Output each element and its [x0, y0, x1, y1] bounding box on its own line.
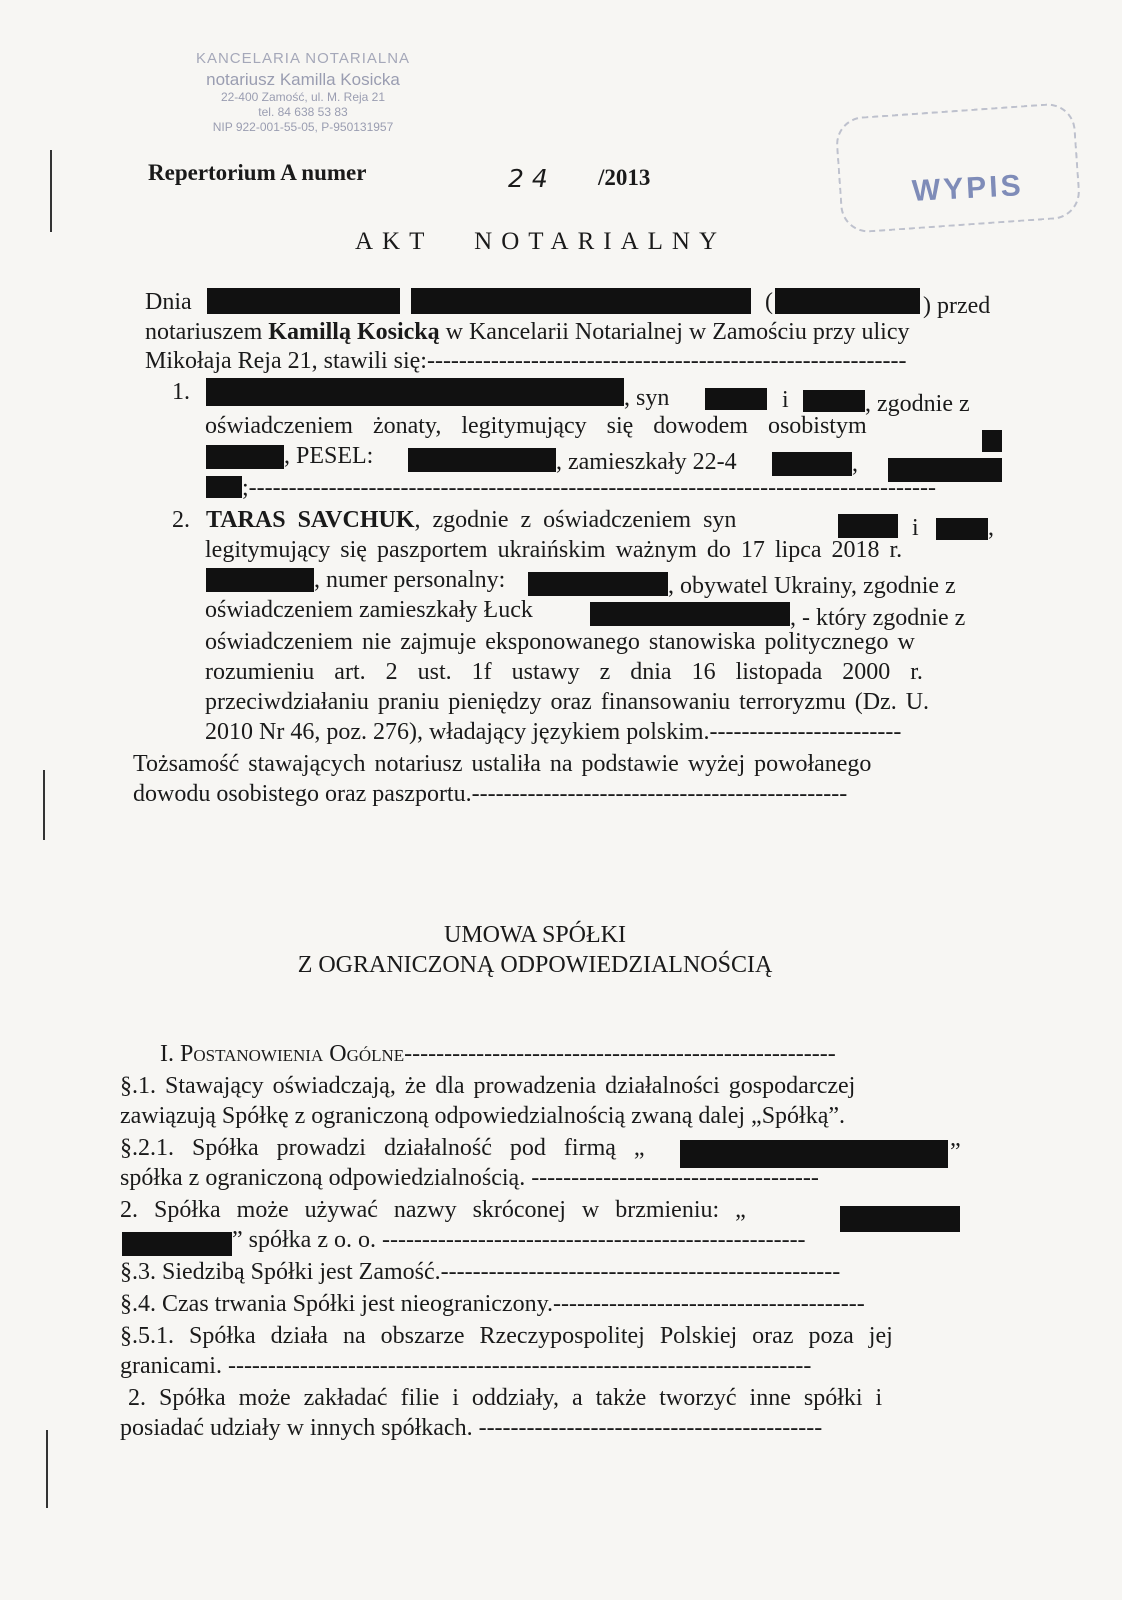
par-2-1-line-1: §.2.1. Spółka prowadzi działalność pod firmą „ [120, 1135, 645, 1161]
notary-name: Kamillą Kosicką [268, 319, 440, 345]
redacted-short-name-a [840, 1206, 960, 1232]
person2-comma: , [988, 515, 994, 541]
redacted-house-number [206, 476, 242, 498]
person2-personal-no: , numer personalny: [314, 567, 506, 593]
intro-dnia: Dnia [145, 289, 192, 315]
person2-number: 2. [172, 507, 190, 533]
par-5-1-line-1: §.5.1. Spółka działa na obszarze Rzeczypospolitej Polskiej oraz poza jej [120, 1323, 893, 1349]
identity-line-1: Tożsamość stawających notariusz ustaliła na podstawie wyżej powołanego [133, 751, 872, 777]
person2-line-5: oświadczeniem nie zajmuje eksponowanego stanowiska politycznego w [205, 629, 915, 655]
intro-line-1 [145, 288, 1025, 317]
redacted-id-number-b [206, 445, 284, 469]
par-4: §.4. Czas trwania Spółki jest nieograniczony.--------------------------------------- [120, 1291, 865, 1317]
intro-office: w Kancelarii Notarialnej w Zamościu przy ulicy [439, 319, 910, 345]
repertorium-number: 2 4 [508, 164, 548, 193]
stamp-line-nip: NIP 922-001-55-05, P-950131957 [212, 120, 394, 134]
repertorium-year: /2013 [598, 165, 651, 190]
person2-line-1 [206, 506, 736, 535]
redacted-short-name-b [122, 1232, 232, 1256]
redacted-date-words [411, 288, 751, 314]
redacted-father-name [705, 388, 767, 410]
person1-number: 1. [172, 379, 190, 405]
section-1-title-dashes: ------------------------------------------------------ [404, 1041, 836, 1067]
document-title: AKT NOTARIALNY [355, 228, 727, 255]
intro-przed: ) przed [923, 293, 991, 319]
stamp-line-notary: notariusz Kamilla Kosicka [206, 69, 400, 89]
par-2-1-quote-close: ” [950, 1139, 961, 1165]
par-2-2-line-2: ” spółka z o. o. ----------------------------------------------------- [232, 1227, 806, 1253]
wypis-stamp-frame [834, 102, 1082, 234]
redacted-date-numeric [775, 288, 920, 314]
person1-zgodnie: , zgodnie z [865, 391, 970, 417]
redacted-personal-number [528, 572, 668, 596]
intro-paren: ( [765, 289, 773, 315]
person2-name: TARAS SAVCHUK [206, 507, 415, 533]
redacted-p2-mother [936, 518, 988, 540]
person1-address: , zamieszkały 22-4 [556, 449, 737, 475]
person2-syn: , zgodnie z oświadczeniem syn [414, 507, 737, 533]
person2-residence: oświadczeniem zamieszkały Łuck [205, 597, 533, 623]
person2-i: i [912, 515, 919, 541]
person2-line-8: 2010 Nr 46, poz. 276), władający językiem polskim.------------------------ [205, 719, 902, 745]
person2-line-2: legitymujący się paszportem ukraińskim ważnym do 17 lipca 2018 r. [205, 537, 903, 563]
person1-line-2: oświadczeniem żonaty, legitymujący się dowodem osobistym [205, 413, 867, 439]
margin-mark-middle [43, 770, 45, 840]
contract-heading-2: Z OGRANICZONĄ ODPOWIEDZIALNOŚCIĄ [297, 952, 773, 978]
par-2-2-line-1: 2. Spółka może używać nazwy skróconej w brzmieniu: „ [120, 1197, 746, 1223]
redacted-postcode [772, 452, 852, 476]
person2-line-6: rozumieniu art. 2 ust. 1f ustawy z dnia 16 listopada 2000 r. [205, 659, 923, 685]
person2-ktory: , - który zgodnie z [790, 605, 966, 631]
section-1-title [160, 1040, 836, 1069]
stamp-line-phone: tel. 84 638 53 83 [258, 105, 348, 119]
intro-line-2 [145, 318, 909, 347]
par-5-2-line-1: 2. Spółka może zakładać filie i oddziały, a także tworzyć inne spółki i [128, 1385, 883, 1411]
redacted-pesel [408, 448, 556, 472]
redacted-p2-address [590, 602, 790, 626]
notary-office-stamp [168, 50, 438, 135]
identity-line-2: dowodu osobistego oraz paszportu.----------------------------------------------- [133, 781, 848, 807]
par-5-1-line-2: granicami. ------------------------------------------------------------------------- [120, 1353, 812, 1379]
redacted-mother-name [803, 390, 865, 412]
par-1-line-2: zawiązują Spółkę z ograniczoną odpowiedzialnością zwaną dalej „Spółką”. [120, 1103, 846, 1129]
person1-syn: , syn [624, 385, 670, 411]
margin-mark-bottom [46, 1430, 48, 1508]
redacted-id-number-a [982, 430, 1002, 452]
par-5-2-line-2: posiadać udziały w innych spółkach. ------------------------------------------- [120, 1415, 823, 1441]
stamp-line-address: 22-400 Zamość, ul. M. Reja 21 [220, 90, 386, 104]
margin-mark-top [50, 150, 52, 232]
section-1-title-text: I. Postanowienia Ogólne [160, 1041, 405, 1067]
person1-line-4: ;-------------------------------------------------------------------------------------- [242, 475, 936, 501]
person1-i: i [782, 387, 789, 413]
redacted-p2-father [838, 514, 898, 538]
contract-heading-1: UMOWA SPÓŁKI [443, 922, 626, 948]
person1-pesel: , PESEL: [284, 443, 374, 469]
par-3: §.3. Siedzibą Spółki jest Zamość.-------------------------------------------------- [120, 1259, 841, 1285]
repertorium-label: Repertorium A numer [148, 160, 367, 185]
wypis-stamp: WYPIS [911, 169, 1025, 208]
stamp-line-office: KANCELARIA NOTARIALNA [195, 50, 411, 67]
redacted-person1-name [206, 378, 624, 406]
intro-line-3: Mikołaja Reja 21, stawili się:------------------------------------------------------------ [145, 348, 907, 374]
par-1-line-1: §.1. Stawający oświadczają, że dla prowadzenia działalności gospodarczej [120, 1073, 856, 1099]
person2-citizen: , obywatel Ukrainy, zgodnie z [668, 573, 956, 599]
redacted-date [207, 288, 400, 314]
redacted-passport-number [206, 568, 314, 592]
par-2-1-line-2: spółka z ograniczoną odpowiedzialnością. ------------------------------------ [120, 1165, 819, 1191]
person2-line-7: przeciwdziałaniu praniu pieniędzy oraz finansowaniu terroryzmu (Dz. U. [205, 689, 930, 715]
person1-comma: , [852, 451, 858, 477]
intro-notary-prefix: notariuszem [145, 319, 269, 345]
